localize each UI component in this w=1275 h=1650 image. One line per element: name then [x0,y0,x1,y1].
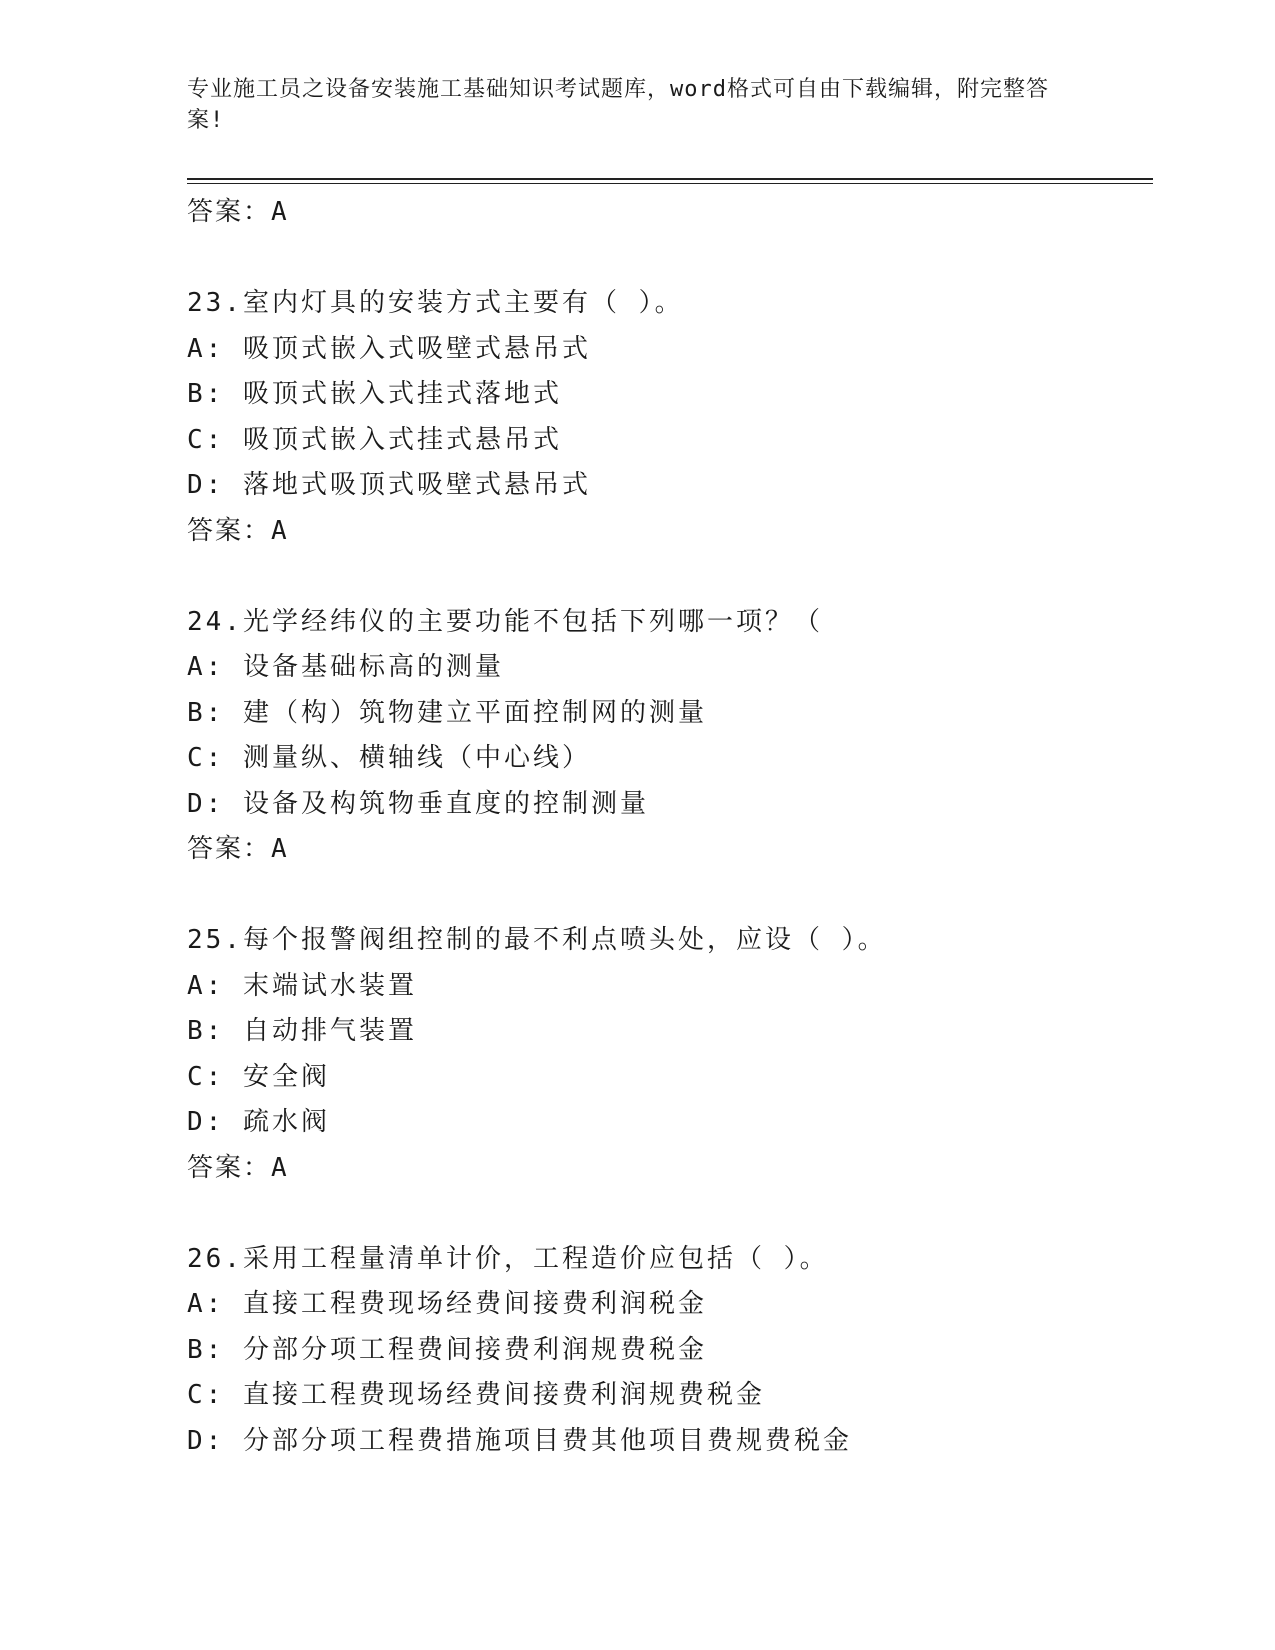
question-list [187,190,1153,1464]
option-b: B: 自动排气装置 [187,1016,417,1046]
question-26 [187,1237,1153,1465]
option-c: C: 测量纵、横轴线（中心线） [187,743,591,773]
option-d: D: 分部分项工程费措施项目费其他项目费规费税金 [187,1425,852,1456]
option-c: C: 安全阀 [187,1061,330,1092]
option-c: C: 直接工程费现场经费间接费利润规费税金 [187,1380,765,1410]
question-stem: 26.采用工程量清单计价，工程造价应包括（ ）。 [187,1243,829,1274]
answer-line: 答案：A [187,515,289,546]
header-rule-thin [187,183,1153,184]
option-a: A: 末端试水装置 [187,970,417,1001]
option-b: B: 建（构）筑物建立平面控制网的测量 [187,697,707,728]
answer-line: 答案：A [187,834,289,864]
option-d: D: 设备及构筑物垂直度的控制测量 [187,788,649,819]
answer-line: 答案：A [187,1152,289,1183]
question-24 [187,600,1153,872]
answer-line: 答案：A [187,197,289,227]
option-a: A: 直接工程费现场经费间接费利润税金 [187,1289,707,1319]
header-rule-thick [187,178,1153,180]
question-stem: 24.光学经纬仪的主要功能不包括下列哪一项？（ [187,606,823,637]
question-stem: 25.每个报警阀组控制的最不利点喷头处，应设（ ）。 [187,925,887,955]
question-23 [187,281,1153,553]
option-a: A: 设备基础标高的测量 [187,652,504,682]
page-header: 专业施工员之设备安装施工基础知识考试题库，word格式可自由下载编辑，附完整答案! [187,77,1049,133]
option-b: B: 吸顶式嵌入式挂式落地式 [187,379,562,409]
option-d: D: 疏水阀 [187,1107,330,1137]
question-25 [187,918,1153,1190]
option-c: C: 吸顶式嵌入式挂式悬吊式 [187,424,562,455]
option-b: B: 分部分项工程费间接费利润规费税金 [187,1334,707,1365]
question-stem: 23.室内灯具的安装方式主要有（ ）。 [187,288,684,318]
option-d: D: 落地式吸顶式吸壁式悬吊式 [187,470,591,500]
option-a: A: 吸顶式嵌入式吸壁式悬吊式 [187,333,591,364]
